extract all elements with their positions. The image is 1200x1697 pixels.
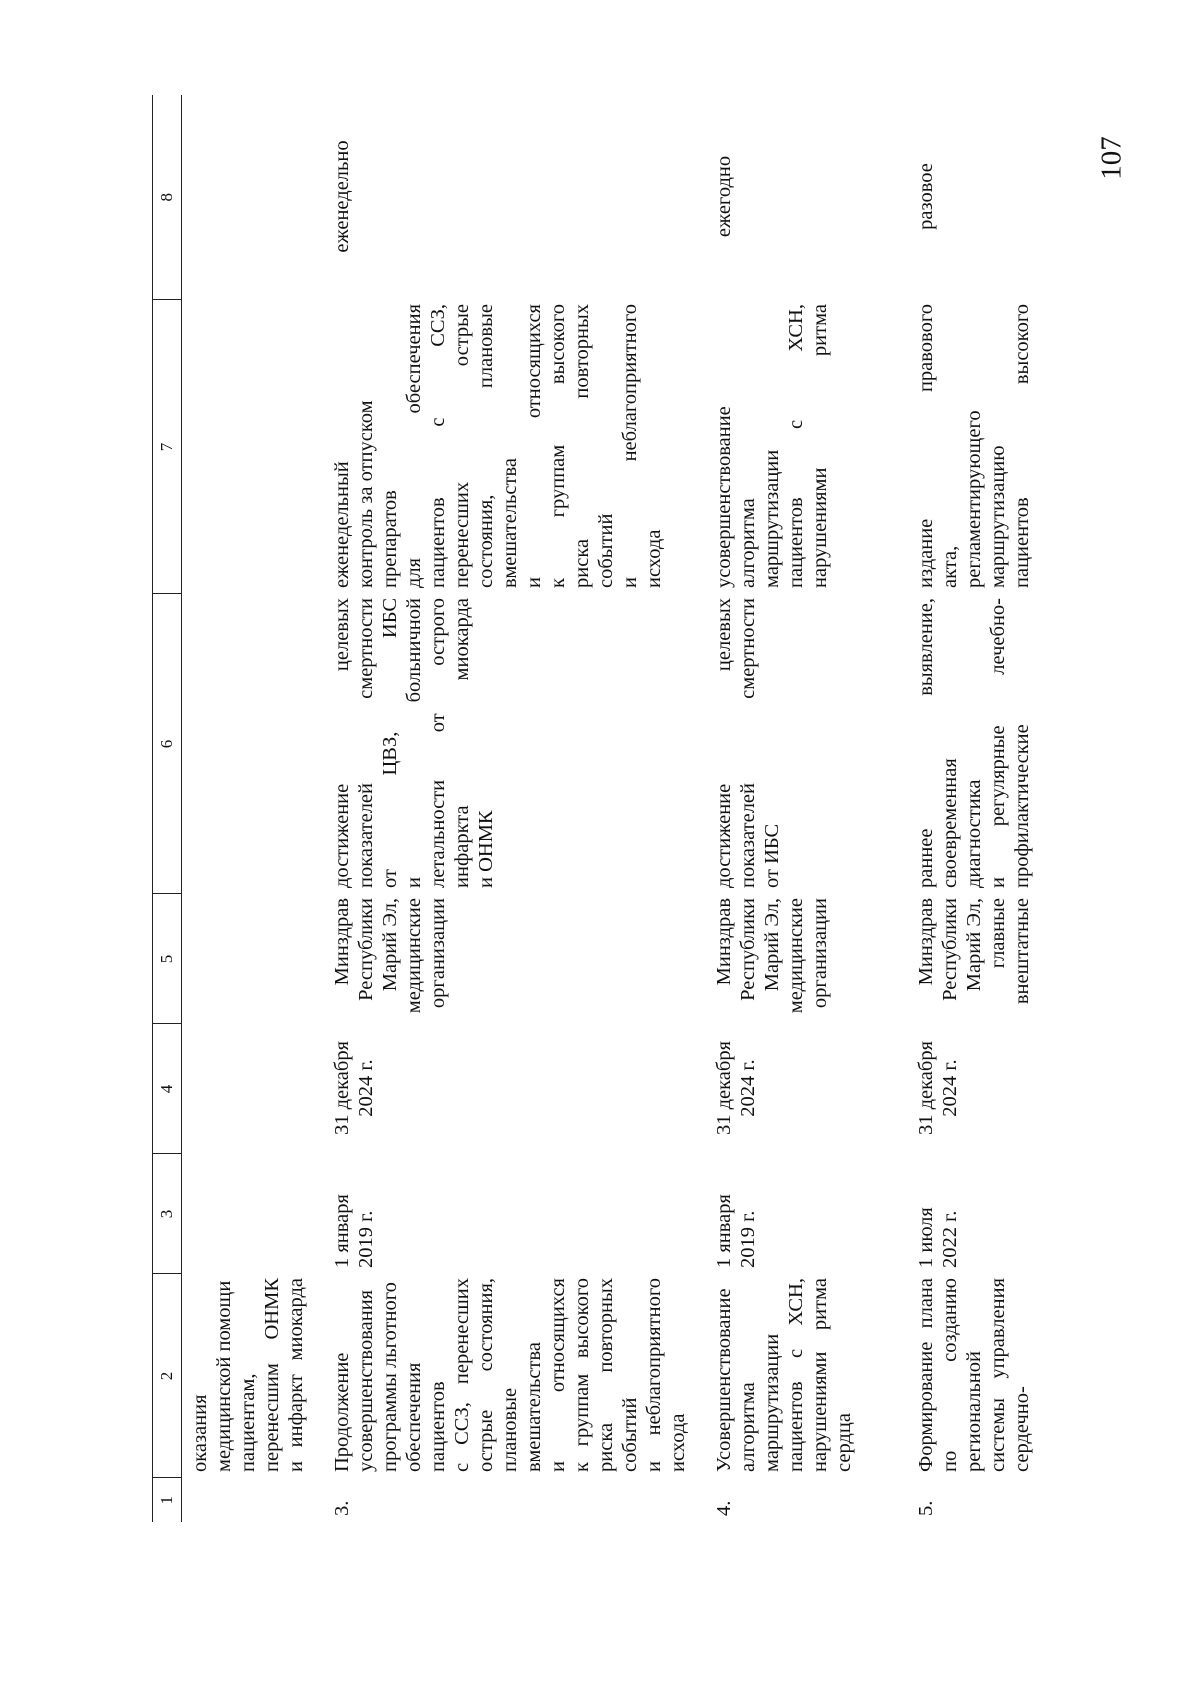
- cell-line: Республики: [355, 898, 377, 1001]
- cell-line: и регулярные лечебно-: [987, 598, 1009, 888]
- cell-line: 2019 г.: [737, 1210, 759, 1268]
- cell-responsible: [690, 894, 892, 1024]
- cell-line: к группам высокого: [547, 304, 569, 588]
- cell-line: плановые: [499, 1387, 521, 1472]
- cell-line: состояния, плановые: [475, 304, 497, 588]
- cell-line: диагностика: [963, 779, 985, 888]
- cell-line: Минздрав: [331, 898, 353, 986]
- cell-line: вмешательства: [499, 458, 521, 588]
- col-header-6: 6: [153, 594, 182, 894]
- cell-control: [690, 300, 892, 594]
- cell-line: алгоритма: [737, 498, 759, 588]
- cell-line: регламентирующего: [963, 410, 985, 588]
- table-row: [892, 95, 1194, 1522]
- cell-line: и инфаркт миокарда: [285, 1278, 307, 1472]
- cell-description: [690, 1274, 892, 1478]
- cell-line: еженедельно: [331, 140, 353, 253]
- cell-line: обеспечения: [403, 1362, 425, 1472]
- cell-line: 31 декабря: [915, 1041, 937, 1136]
- cell-line: пациентов: [427, 1381, 449, 1472]
- cell-line: пациентов с ХСН,: [785, 1278, 807, 1472]
- cell-line: раннее выявление,: [915, 598, 937, 888]
- cell-line: перенесшим ОНМК: [261, 1278, 283, 1472]
- cell-line: Минздрав: [915, 898, 937, 986]
- cell-line: маршрутизацию: [987, 445, 1009, 588]
- cell-line: Минздрав: [713, 898, 735, 986]
- cell-line: 2024 г.: [939, 1059, 961, 1117]
- cell-line: вмешательства: [523, 1342, 545, 1472]
- cell-start: [182, 1154, 309, 1274]
- cell-line: 2024 г.: [737, 1059, 759, 1117]
- cell-line: событий: [619, 1397, 641, 1472]
- cell-start: [892, 1154, 1194, 1274]
- cell-line: Усовершенствование: [713, 1288, 735, 1472]
- cell-line: 2024 г.: [355, 1059, 377, 1117]
- cell-end: [182, 1024, 309, 1154]
- cell-periodicity: [308, 95, 690, 300]
- cell-line: 31 декабря: [713, 1041, 735, 1136]
- cell-line: с ССЗ, перенесших: [451, 1278, 473, 1472]
- cell-line: 31 декабря: [331, 1041, 353, 1136]
- cell-result: [892, 594, 1194, 894]
- cell-num: [690, 1478, 892, 1522]
- row-number: 5.: [915, 1500, 937, 1516]
- cell-line: контроль за отпуском: [355, 400, 377, 588]
- cell-start: [308, 1154, 690, 1274]
- cell-line: нарушениями ритма: [809, 304, 831, 588]
- plan-table: [152, 95, 1194, 1522]
- cell-control: [182, 300, 309, 594]
- cell-line: 1 января: [713, 1194, 735, 1268]
- col-header-2: 2: [153, 1274, 182, 1478]
- cell-line: 1 января: [331, 1194, 353, 1268]
- cell-line: организации: [809, 898, 831, 1009]
- cell-line: от ЦВЗ, ИБС: [379, 598, 401, 888]
- cell-line: сердца: [833, 1413, 855, 1472]
- cell-line: и относящихся: [523, 304, 545, 588]
- cell-line: событий: [595, 513, 617, 588]
- cell-line: медицинские: [403, 898, 425, 1014]
- cell-line: Марий Эл,: [761, 898, 783, 992]
- cell-line: внештатные: [1011, 898, 1033, 1005]
- cell-line: риска повторных: [571, 304, 593, 588]
- cell-end: [892, 1024, 1194, 1154]
- col-header-8: 8: [153, 95, 182, 300]
- cell-line: от ИБС: [761, 823, 783, 888]
- cell-line: для обеспечения: [403, 304, 425, 588]
- cell-line: по созданию: [939, 1278, 961, 1472]
- table-row: [308, 95, 690, 1522]
- cell-result: [182, 594, 309, 894]
- cell-line: пациентов с ССЗ,: [427, 304, 449, 588]
- cell-line: алгоритма: [737, 1382, 759, 1472]
- cell-description: [182, 1274, 309, 1478]
- cell-line: и больничной: [403, 598, 425, 888]
- cell-line: профилактические: [1011, 724, 1033, 888]
- cell-line: летальности от острого: [427, 598, 449, 888]
- rotated-table-wrapper: [152, 95, 1112, 1522]
- col-header-5: 5: [153, 894, 182, 1024]
- row-number: 3.: [331, 1500, 353, 1516]
- cell-line: риска повторных: [595, 1278, 617, 1472]
- cell-line: организации: [427, 898, 449, 1009]
- cell-line: Формирование плана: [915, 1278, 937, 1472]
- cell-responsible: [182, 894, 309, 1024]
- cell-line: Продолжение: [331, 1352, 353, 1472]
- cell-line: ежегодно: [713, 155, 735, 238]
- cell-line: сердечно-: [1011, 1386, 1033, 1472]
- cell-line: 2022 г.: [939, 1210, 961, 1268]
- cell-line: острые состояния,: [475, 1278, 497, 1472]
- cell-line: Марий Эл,: [963, 898, 985, 992]
- cell-line: пациентов с ХСН,: [785, 304, 807, 588]
- cell-result: [308, 594, 690, 894]
- col-header-3: 3: [153, 1154, 182, 1274]
- cell-line: и относящихся: [547, 1278, 569, 1472]
- cell-line: Марий Эл,: [379, 898, 401, 992]
- cell-line: акта,: [939, 545, 961, 588]
- table-row: [690, 95, 892, 1522]
- cell-line: достижение целевых: [331, 598, 353, 888]
- cell-line: маршрутизации: [761, 449, 783, 588]
- cell-line: программы льготного: [379, 1282, 401, 1472]
- cell-description: [892, 1274, 1194, 1478]
- cell-line: издание правового: [915, 304, 937, 588]
- cell-line: 1 июля: [915, 1207, 937, 1268]
- cell-line: разовое: [915, 163, 937, 230]
- cell-periodicity: [182, 95, 309, 300]
- cell-line: главные: [987, 898, 1009, 969]
- cell-line: Республики: [737, 898, 759, 1001]
- cell-line: препаратов: [379, 490, 401, 588]
- cell-line: оказания: [189, 1394, 211, 1472]
- cell-control: [892, 300, 1194, 594]
- cell-line: и ОНМК: [475, 810, 497, 888]
- cell-responsible: [892, 894, 1194, 1024]
- table-row-continuation: [182, 95, 309, 1522]
- col-header-1: 1: [153, 1478, 182, 1522]
- cell-responsible: [308, 894, 690, 1024]
- cell-line: исхода: [667, 1413, 689, 1472]
- cell-line: перенесших острые: [451, 304, 473, 588]
- cell-num: [892, 1478, 1194, 1522]
- cell-end: [690, 1024, 892, 1154]
- cell-start: [690, 1154, 892, 1274]
- cell-num: [308, 1478, 690, 1522]
- cell-line: пациентов высокого: [1011, 304, 1033, 588]
- col-header-4: 4: [153, 1024, 182, 1154]
- cell-line: и неблагоприятного: [643, 1278, 665, 1472]
- cell-line: своевременная: [939, 758, 961, 888]
- cell-line: показателей смертности: [355, 598, 377, 888]
- cell-line: пациентам,: [237, 1373, 259, 1472]
- cell-result: [690, 594, 892, 894]
- cell-line: 2019 г.: [355, 1210, 377, 1268]
- cell-line: исхода: [643, 529, 665, 588]
- cell-periodicity: [892, 95, 1194, 300]
- cell-line: показателей смертности: [737, 598, 759, 888]
- row-number: 4.: [713, 1500, 735, 1516]
- cell-line: к группам высокого: [571, 1278, 593, 1472]
- cell-line: маршрутизации: [761, 1333, 783, 1472]
- cell-line: системы управления: [987, 1278, 1009, 1472]
- cell-line: региональной: [963, 1351, 985, 1472]
- col-header-7: 7: [153, 300, 182, 594]
- cell-line: инфаркта миокарда: [451, 598, 473, 888]
- cell-end: [308, 1024, 690, 1154]
- cell-line: Республики: [939, 898, 961, 1001]
- cell-line: и неблагоприятного: [619, 304, 641, 588]
- cell-line: еженедельный: [331, 461, 353, 588]
- page-number: 107: [1095, 136, 1128, 180]
- cell-periodicity: [690, 95, 892, 300]
- cell-line: достижение целевых: [713, 598, 735, 888]
- cell-line: усовершенствования: [355, 1289, 377, 1472]
- cell-line: медицинской помощи: [213, 1280, 235, 1472]
- cell-description: [308, 1274, 690, 1478]
- cell-line: медицинские: [785, 898, 807, 1014]
- cell-line: нарушениями ритма: [809, 1278, 831, 1472]
- cell-line: усовершенствование: [713, 406, 735, 588]
- column-number-row: [153, 95, 182, 1522]
- cell-num: [182, 1478, 309, 1522]
- cell-control: [308, 300, 690, 594]
